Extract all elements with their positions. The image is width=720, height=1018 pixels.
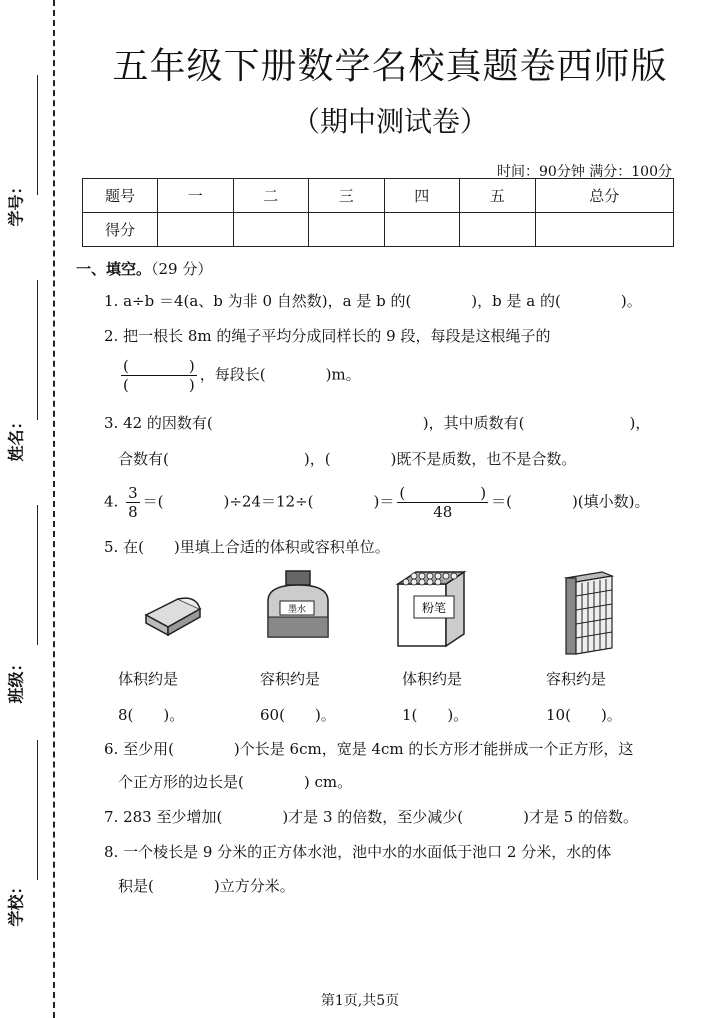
table-cell: 一	[158, 179, 234, 213]
fraction-denominator: ( )	[123, 376, 195, 394]
table-cell: 五	[460, 179, 536, 213]
score-table-header-row	[83, 179, 674, 213]
page-subtitle: （期中测试卷）	[291, 105, 488, 138]
chalk-box-tag: 粉笔	[421, 601, 447, 615]
question-4-end: ＝( )(填小数)。	[491, 492, 650, 511]
question-4-fraction-2	[397, 484, 488, 521]
question-2-line-2	[118, 357, 361, 394]
question-6-line-2: 个正方形的边长是( ) cm。	[118, 773, 353, 791]
score-input-cell[interactable]	[233, 213, 309, 247]
picture-3-answer: 1( )。	[402, 706, 469, 724]
question-7: 7. 283 至少增加( )才是 3 的倍数，至少减少( )才是 5 的倍数。	[104, 808, 639, 826]
table-cell: 总分	[535, 179, 673, 213]
ink-bottle-icon	[258, 565, 338, 645]
question-4-number: 4.	[104, 492, 119, 511]
score-input-cell[interactable]	[460, 213, 536, 247]
question-3-line-1: 3. 42 的因数有( )，其中质数有( )，	[104, 414, 651, 432]
table-cell: 题号	[83, 179, 158, 213]
picture-4-answer: 10( )。	[546, 706, 622, 724]
binding-dashed-line	[53, 0, 55, 1018]
picture-2-answer: 60( )。	[260, 706, 336, 724]
question-8-line-2: 积是( )立方分米。	[118, 877, 295, 895]
table-cell: 得分	[83, 213, 158, 247]
page-footer: 第1页,共5页	[320, 993, 400, 1009]
chalk-box-icon	[392, 560, 472, 650]
score-input-cell[interactable]	[384, 213, 460, 247]
section-title: 一、填空。	[76, 260, 152, 278]
question-2-line-1: 2. 把一根长 8m 的绳子平均分成同样长的 9 段，每段是这根绳子的	[104, 327, 551, 345]
question-4-middle: ＝( )÷24＝12÷( )＝	[142, 492, 395, 511]
question-4-fraction	[126, 484, 140, 521]
fraction-numerator: 3	[128, 484, 138, 502]
score-input-cell[interactable]	[535, 213, 673, 247]
picture-1-answer: 8( )。	[118, 706, 185, 724]
question-5: 5. 在( )里填上合适的体积或容积单位。	[104, 538, 390, 556]
score-input-cell[interactable]	[158, 213, 234, 247]
exam-meta: 时间：90分钟 满分：100分	[497, 164, 672, 180]
question-4	[104, 484, 650, 521]
question-2-fraction	[121, 357, 197, 394]
question-2-tail: ，每段长( )m。	[199, 365, 361, 384]
picture-1-caption: 体积约是	[118, 670, 179, 688]
question-1: 1. a÷b ＝4(a、b 为非 0 自然数)，a 是 b 的( )，b 是 a 的( )。	[104, 292, 642, 310]
name-label: 姓名：	[6, 413, 26, 462]
question-6-line-1: 6. 至少用( )个长是 6cm，宽是 4cm 的长方形才能拼成一个正方形，这	[104, 740, 634, 758]
ink-bottle-tag: 墨水	[287, 605, 307, 615]
picture-3-caption: 体积约是	[402, 670, 463, 688]
eraser-icon	[138, 565, 218, 645]
page-title: 五年级下册数学名校真题卷西师版	[112, 46, 668, 87]
student-no-label: 学号：	[6, 178, 26, 227]
table-cell: 二	[233, 179, 309, 213]
fraction-numerator: ( )	[123, 357, 195, 375]
fraction-denominator: 8	[128, 503, 138, 521]
school-label: 学校：	[6, 878, 26, 927]
class-line	[37, 505, 38, 645]
student-no-line	[37, 75, 38, 195]
section-heading	[76, 258, 212, 279]
name-line	[37, 280, 38, 420]
fraction-numerator: ( )	[399, 484, 487, 502]
section-points: （29 分）	[151, 260, 213, 278]
table-cell: 四	[384, 179, 460, 213]
class-label: 班级：	[6, 655, 26, 704]
fraction-denominator: 48	[433, 503, 453, 521]
score-table-score-row	[83, 213, 674, 247]
school-line	[37, 740, 38, 880]
bookshelf-icon	[560, 568, 620, 658]
question-8-line-1: 8. 一个棱长是 9 分米的正方体水池，池中水的水面低于池口 2 分米，水的体	[104, 843, 612, 861]
picture-4-caption: 容积约是	[546, 670, 607, 688]
question-3-line-2: 合数有( )，( )既不是质数，也不是合数。	[118, 450, 577, 468]
picture-2-caption: 容积约是	[260, 670, 321, 688]
score-table	[82, 178, 674, 247]
table-cell: 三	[309, 179, 385, 213]
score-input-cell[interactable]	[309, 213, 385, 247]
